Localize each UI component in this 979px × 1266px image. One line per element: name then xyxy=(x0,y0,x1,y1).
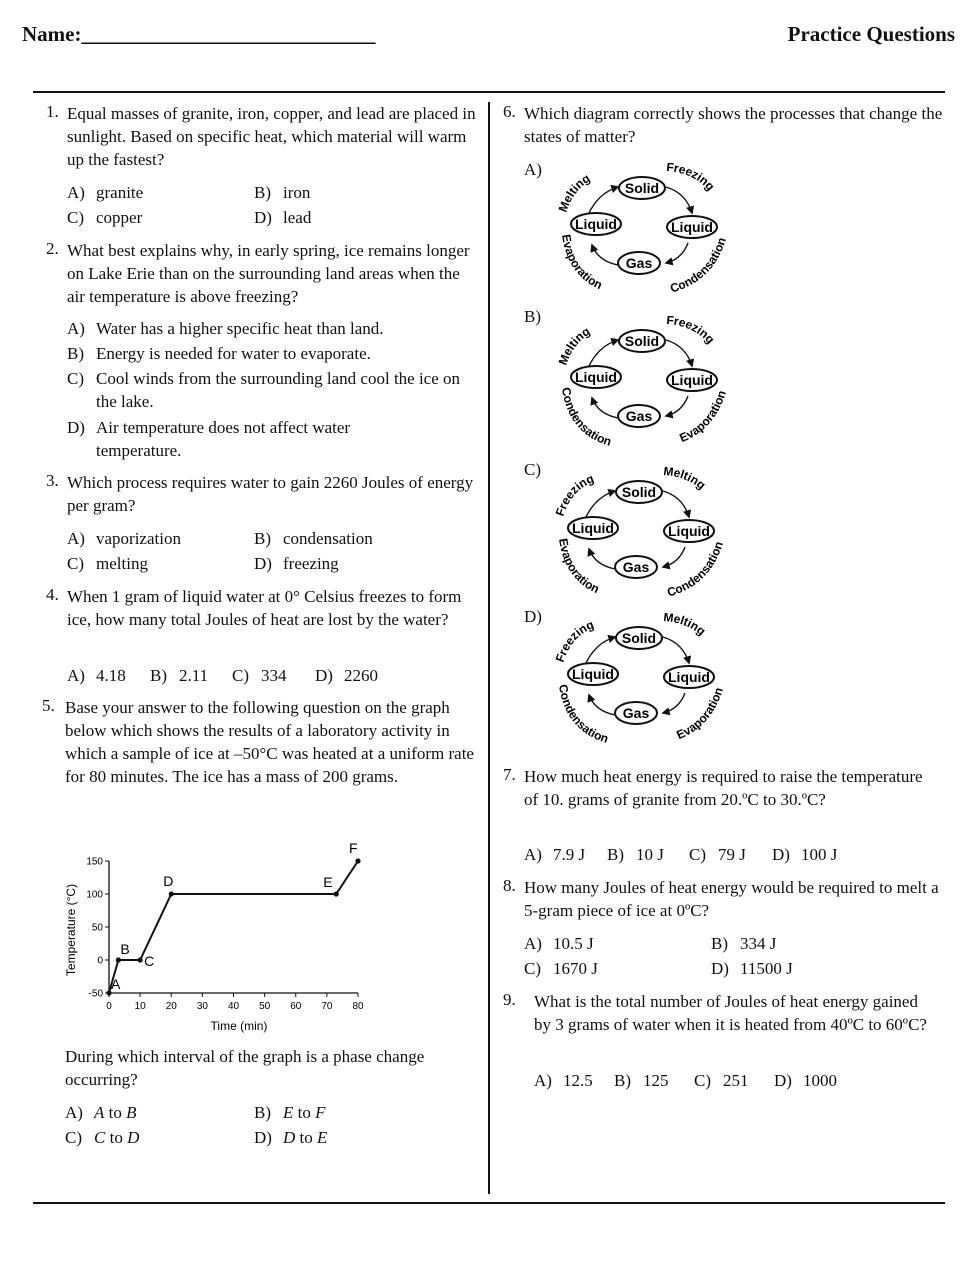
heating-curve-chart xyxy=(55,838,385,1038)
process-label-top-right: Freezing xyxy=(665,163,718,194)
bottom-divider xyxy=(33,1202,945,1204)
states-diagram-b xyxy=(548,316,738,456)
y-tick-label: 100 xyxy=(86,889,103,901)
question-number: 3. xyxy=(46,471,59,490)
option-b: B) Energy is needed for water to evaporate. xyxy=(67,344,371,363)
process-label-top-right: Melting xyxy=(662,467,709,493)
option-b: B) 10 J xyxy=(607,845,664,864)
process-label-bottom-left: Evaporation xyxy=(558,233,605,293)
option-c: C) melting xyxy=(67,554,148,573)
option-a: A) 10.5 J xyxy=(524,934,594,953)
option-c: C) 334 xyxy=(232,666,287,685)
y-tick-label: 0 xyxy=(97,955,103,967)
process-label-bottom-right: Evaporation xyxy=(674,685,726,743)
process-label-bottom-right: Condensation xyxy=(668,235,729,296)
process-label-bottom-right: Evaporation xyxy=(677,388,729,446)
arrow-solid-to-liquid xyxy=(663,637,689,663)
option-d: D) lead xyxy=(254,208,312,227)
question-number: 9. xyxy=(503,990,516,1009)
option-b: B) 2.11 xyxy=(150,666,209,685)
gas-state-label: Gas xyxy=(625,408,653,424)
question-text: How much heat energy is required to raise the temperature of 10. grams of granite from 20.ºC to 30.ºC? xyxy=(524,767,923,809)
option-d: D) D to E xyxy=(254,1128,328,1147)
option-c: C) 79 J xyxy=(689,845,746,864)
option-b: B) condensation xyxy=(254,529,373,548)
arrow-liquid-to-gas xyxy=(666,396,688,416)
data-point-b xyxy=(116,957,121,962)
question-number: 8. xyxy=(503,876,516,895)
arrow-liquid-to-solid xyxy=(585,637,615,665)
x-tick-label: 20 xyxy=(165,1001,177,1012)
question-text: Equal masses of granite, iron, copper, and lead are placed in sunlight. Based on specific heat, which material will warm up the fastest? xyxy=(67,104,476,169)
liquid-state-right-label: Liquid xyxy=(668,669,710,685)
liquid-state-left-label: Liquid xyxy=(572,520,614,536)
question-number: 7. xyxy=(503,765,516,784)
liquid-state-left-label: Liquid xyxy=(572,666,614,682)
states-diagram-d xyxy=(545,613,735,753)
arrow-liquid-to-gas xyxy=(663,693,685,713)
question-text: When 1 gram of liquid water at 0° Celsius freezes to form ice, how many total Joules of heat are lost by the water? xyxy=(67,587,462,629)
states-diagram-c xyxy=(545,467,735,607)
option-a: A) 12.5 xyxy=(534,1071,593,1090)
question-number: 1. xyxy=(46,102,59,121)
point-label-a: A xyxy=(111,976,121,992)
option-a: A) 7.9 J xyxy=(524,845,586,864)
point-label-c: C xyxy=(144,953,155,969)
arrow-gas-to-liquid xyxy=(592,245,618,265)
option-a: A) Water has a higher specific heat than land. xyxy=(67,319,384,338)
x-tick-label: 70 xyxy=(321,1001,333,1012)
option-a: A) A to B xyxy=(65,1103,137,1122)
arrow-liquid-to-solid xyxy=(588,340,618,368)
chart-points xyxy=(106,840,360,996)
option-b: B) 125 xyxy=(614,1071,669,1090)
question-text: Base your answer to the following question on the graph below which shows the results of a laboratory activity in which a sample of ice at –50°C was heated at a uniform rate for 80 minutes. The ice has a mass of 200 grams. xyxy=(65,698,474,786)
option-d: D) Air temperature does not affect water temperature. xyxy=(67,418,351,460)
y-tick-label: 150 xyxy=(86,856,103,868)
option-b: B) 334 J xyxy=(711,934,777,953)
x-tick-label: 50 xyxy=(259,1001,271,1012)
arrow-solid-to-liquid xyxy=(663,491,689,517)
gas-state-label: Gas xyxy=(622,559,650,575)
arrow-solid-to-liquid xyxy=(666,340,692,366)
process-label-top-left: Melting xyxy=(555,324,593,367)
question-text: How many Joules of heat energy would be required to melt a 5-gram piece of ice at 0ºC? xyxy=(524,878,939,920)
option-a: A) vaporization xyxy=(67,529,181,548)
option-c-label: C) xyxy=(524,460,541,479)
data-point-c xyxy=(138,957,143,962)
gas-state-label: Gas xyxy=(622,705,650,721)
data-point-f xyxy=(355,858,360,863)
point-label-e: E xyxy=(323,874,333,890)
arrow-gas-to-liquid xyxy=(589,549,615,569)
x-tick-label: 60 xyxy=(290,1001,302,1012)
process-label-top-left: Melting xyxy=(555,171,593,214)
column-divider xyxy=(488,102,490,1194)
question-text: Which process requires water to gain 2260 Joules of energy per gram? xyxy=(67,473,474,515)
question-number: 6. xyxy=(503,102,516,121)
x-tick-label: 10 xyxy=(134,1001,146,1012)
x-tick-label: 40 xyxy=(227,1001,240,1012)
option-d: D) freezing xyxy=(254,554,339,573)
process-label-top-right: Melting xyxy=(662,613,709,639)
process-label-top-right: Freezing xyxy=(665,316,718,347)
liquid-state-right-label: Liquid xyxy=(671,372,713,388)
option-a-label: A) xyxy=(524,160,542,179)
data-point-e xyxy=(334,891,339,896)
option-d: D) 100 J xyxy=(772,845,838,864)
arrow-gas-to-liquid xyxy=(589,695,615,715)
question-prompt: During which interval of the graph is a phase change occurring? xyxy=(65,1047,425,1089)
arrow-liquid-to-gas xyxy=(663,547,685,567)
point-label-d: D xyxy=(163,873,174,889)
states-diagram-a xyxy=(548,163,738,303)
option-b-label: B) xyxy=(524,307,541,326)
option-c: C) C to D xyxy=(65,1128,140,1147)
top-divider xyxy=(33,91,945,93)
process-label-top-left: Freezing xyxy=(552,471,596,518)
arrow-liquid-to-solid xyxy=(588,187,618,215)
question-number: 2. xyxy=(46,239,59,258)
question-text: Which diagram correctly shows the processes that change the states of matter? xyxy=(524,104,943,146)
solid-state-label: Solid xyxy=(621,630,657,646)
question-text: What best explains why, in early spring, ice remains longer on Lake Erie than on the surrounding land areas when the air temperature is above freezing? xyxy=(67,241,470,306)
option-d: D) 2260 xyxy=(315,666,378,685)
solid-state-label: Solid xyxy=(621,484,657,500)
chart-axes xyxy=(109,861,358,993)
question-text: What is the total number of Joules of heat energy gained by 3 grams of water when it is heated from 40ºC to 60ºC? xyxy=(534,992,927,1034)
process-label-bottom-left: Condensation xyxy=(555,683,611,746)
point-label-b: B xyxy=(120,941,130,957)
question-number: 4. xyxy=(46,585,59,604)
name-field-label: Name:____________________________ xyxy=(22,22,376,46)
y-tick-label: -50 xyxy=(88,988,103,1000)
option-c: C) 251 xyxy=(694,1071,749,1090)
liquid-state-left-label: Liquid xyxy=(575,216,617,232)
arrow-liquid-to-gas xyxy=(666,243,688,263)
option-a: A) 4.18 xyxy=(67,666,126,685)
arrow-solid-to-liquid xyxy=(666,187,692,213)
process-label-bottom-left: Evaporation xyxy=(555,537,602,597)
solid-state-label: Solid xyxy=(624,333,660,349)
question-number: 5. xyxy=(42,696,55,715)
option-a: A) granite xyxy=(67,183,144,202)
option-c: C) copper xyxy=(67,208,143,227)
x-tick-label: 80 xyxy=(352,1001,364,1012)
arrow-gas-to-liquid xyxy=(592,398,618,418)
y-axis-label: Temperature (°C) xyxy=(64,883,78,977)
arrow-liquid-to-solid xyxy=(585,491,615,519)
liquid-state-right-label: Liquid xyxy=(668,523,710,539)
page-title: Practice Questions xyxy=(787,22,955,46)
process-label-bottom-right: Condensation xyxy=(665,539,726,600)
heating-curve-line xyxy=(109,861,358,993)
x-axis-label: Time (min) xyxy=(210,1019,268,1033)
point-label-f: F xyxy=(349,840,358,856)
y-tick-label: 50 xyxy=(91,922,103,934)
gas-state-label: Gas xyxy=(625,255,653,271)
option-d: D) 1000 xyxy=(774,1071,837,1090)
option-c: C) 1670 J xyxy=(524,959,598,978)
option-c: C) Cool winds from the surrounding land cool the ice on the lake. xyxy=(67,369,461,411)
liquid-state-left-label: Liquid xyxy=(575,369,617,385)
x-tick-label: 30 xyxy=(196,1001,208,1012)
x-tick-label: 0 xyxy=(106,1001,112,1012)
option-d: D) 11500 J xyxy=(711,959,793,978)
process-label-bottom-left: Condensation xyxy=(558,386,614,449)
option-b: B) iron xyxy=(254,183,311,202)
option-d-label: D) xyxy=(524,607,542,626)
solid-state-label: Solid xyxy=(624,180,660,196)
liquid-state-right-label: Liquid xyxy=(671,219,713,235)
option-b: B) E to F xyxy=(254,1103,326,1122)
data-point-d xyxy=(169,891,174,896)
process-label-top-left: Freezing xyxy=(552,617,596,664)
